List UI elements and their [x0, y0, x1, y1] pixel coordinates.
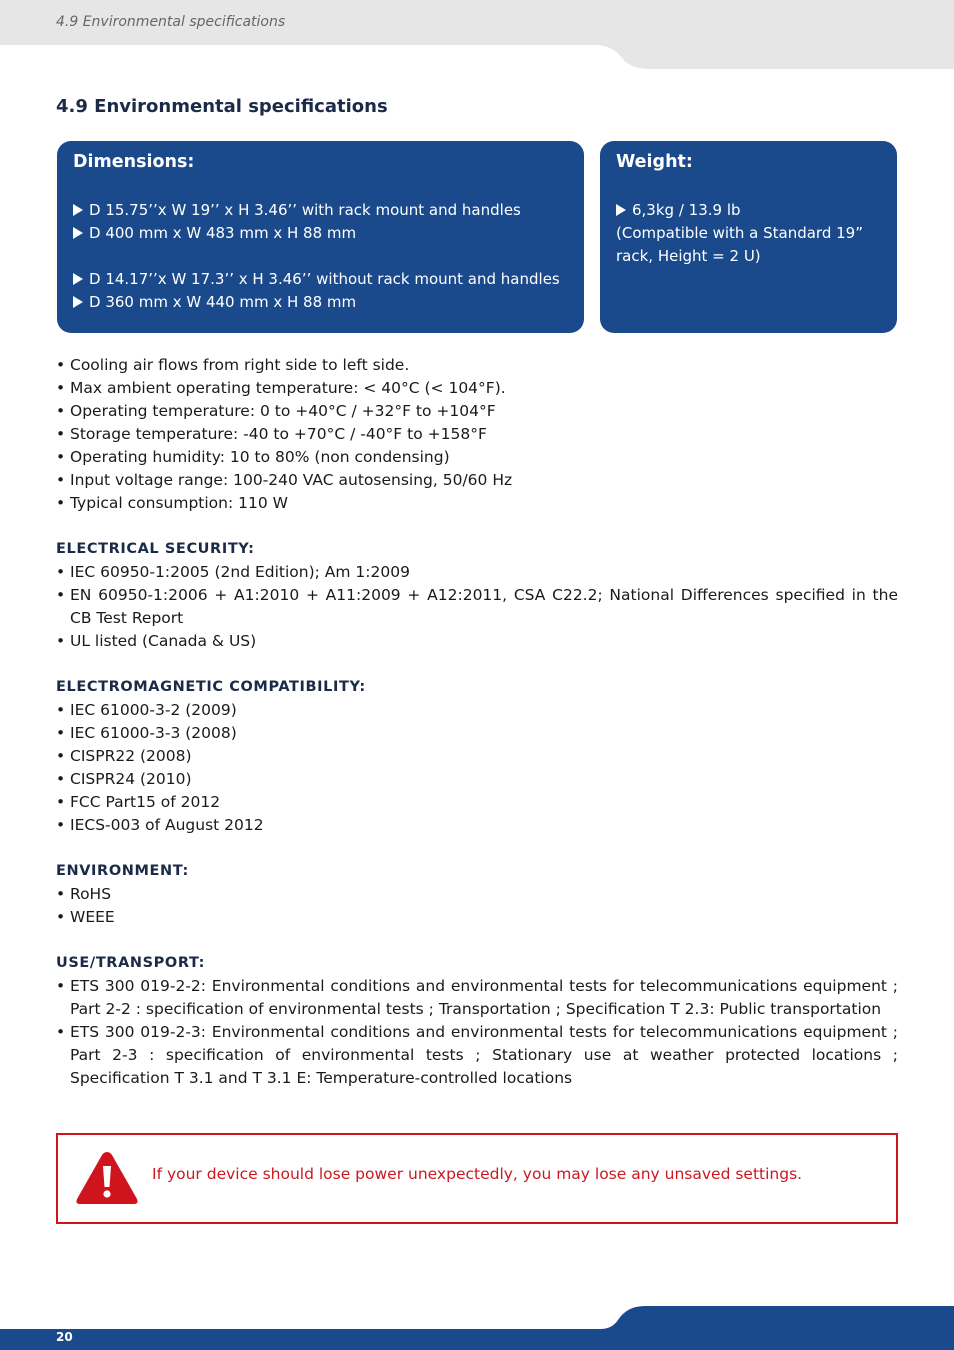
list-item: • IEC 61000-3-2 (2009): [56, 701, 237, 719]
dimensions-title: Dimensions:: [73, 152, 195, 172]
dimension-line: D 400 mm x W 483 mm x H 88 mm: [73, 222, 560, 245]
weight-title: Weight:: [616, 152, 693, 172]
list-item: • UL listed (Canada & US): [56, 632, 257, 650]
page-number: 20: [56, 1330, 73, 1344]
list-item: • ETS 300 019-2-3: Environmental conditions and environmental tests for telecommunications equipment ; Part 2-3 : specification of environmental tests ; Stationary use at weather protected locations ; Specification T 3.1 and T 3.1 E: Temperature-controlled locations: [56, 1023, 898, 1087]
list-item: • ETS 300 019-2-2: Environmental conditions and environmental tests for telecommunications equipment ; Part 2-2 : specification of environmental tests ; Transportation ; Specification T 2.3: Public transportation: [56, 977, 898, 1018]
triangle-bullet-icon: [616, 204, 626, 216]
environment-heading: ENVIRONMENT:: [56, 863, 189, 879]
list-item: • Operating temperature: 0 to +40°C / +32°F to +104°F: [56, 402, 496, 420]
list-item: • IEC 60950-1:2005 (2nd Edition); Am 1:2009: [56, 563, 410, 581]
weight-value: 6,3kg / 13.9 lb: [616, 199, 863, 222]
list-item: • CISPR22 (2008): [56, 747, 192, 765]
list-item: • Typical consumption: 110 W: [56, 494, 288, 512]
list-item: • Cooling air flows from right side to left side.: [56, 356, 410, 374]
list-item: • Max ambient operating temperature: < 40°C (< 104°F).: [56, 379, 506, 397]
dimension-line: D 14.17’’x W 17.3’’ x H 3.46’’ without rack mount and handles: [73, 268, 560, 291]
header-band: [0, 0, 954, 70]
list-item: • Operating humidity: 10 to 80% (non condensing): [56, 448, 450, 466]
list-item: • IECS-003 of August 2012: [56, 816, 264, 834]
transport-heading: USE/TRANSPORT:: [56, 955, 206, 971]
emc-heading: ELECTROMAGNETIC COMPATIBILITY:: [56, 679, 366, 695]
list-item: • FCC Part15 of 2012: [56, 793, 221, 811]
header-band-shape: [0, 0, 954, 70]
triangle-bullet-icon: [73, 296, 83, 308]
weight-note-line: (Compatible with a Standard 19”: [616, 224, 863, 242]
warning-triangle-icon: [74, 1149, 140, 1207]
warning-text: If your device should lose power unexpectedly, you may lose any unsaved settings.: [152, 1165, 803, 1183]
warning-box: [56, 1133, 898, 1224]
list-item: • Input voltage range: 100-240 VAC autosensing, 50/60 Hz: [56, 471, 513, 489]
triangle-bullet-icon: [73, 227, 83, 239]
section-title: 4.9 Environmental specifications: [56, 96, 388, 117]
dimension-line: D 15.75’’x W 19’’ x H 3.46’’ with rack mount and handles: [73, 199, 560, 222]
dimension-line: D 360 mm x W 440 mm x H 88 mm: [73, 291, 560, 314]
footer-band: [0, 1300, 954, 1350]
spec-content: [56, 354, 898, 1090]
electrical-security-heading: ELECTRICAL SECURITY:: [56, 541, 255, 557]
list-item: • Storage temperature: -40 to +70°C / -40°F to +158°F: [56, 425, 487, 443]
list-item: • EN 60950-1:2006 + A1:2010 + A11:2009 + A12:2011, CSA C22.2; National Differences specified in the CB Test Report: [56, 586, 898, 627]
list-item: • RoHS: [56, 885, 112, 903]
dimensions-box: [57, 141, 584, 333]
list-item: • WEEE: [56, 908, 115, 926]
weight-box: [600, 141, 897, 333]
weight-note-line: rack, Height = 2 U): [616, 247, 761, 265]
list-item: • CISPR24 (2010): [56, 770, 192, 788]
triangle-bullet-icon: [73, 204, 83, 216]
footer-band-shape: [0, 1300, 954, 1350]
triangle-bullet-icon: [73, 273, 83, 285]
list-item: • IEC 61000-3-3 (2008): [56, 724, 237, 742]
running-header: 4.9 Environmental specifications: [56, 14, 286, 30]
